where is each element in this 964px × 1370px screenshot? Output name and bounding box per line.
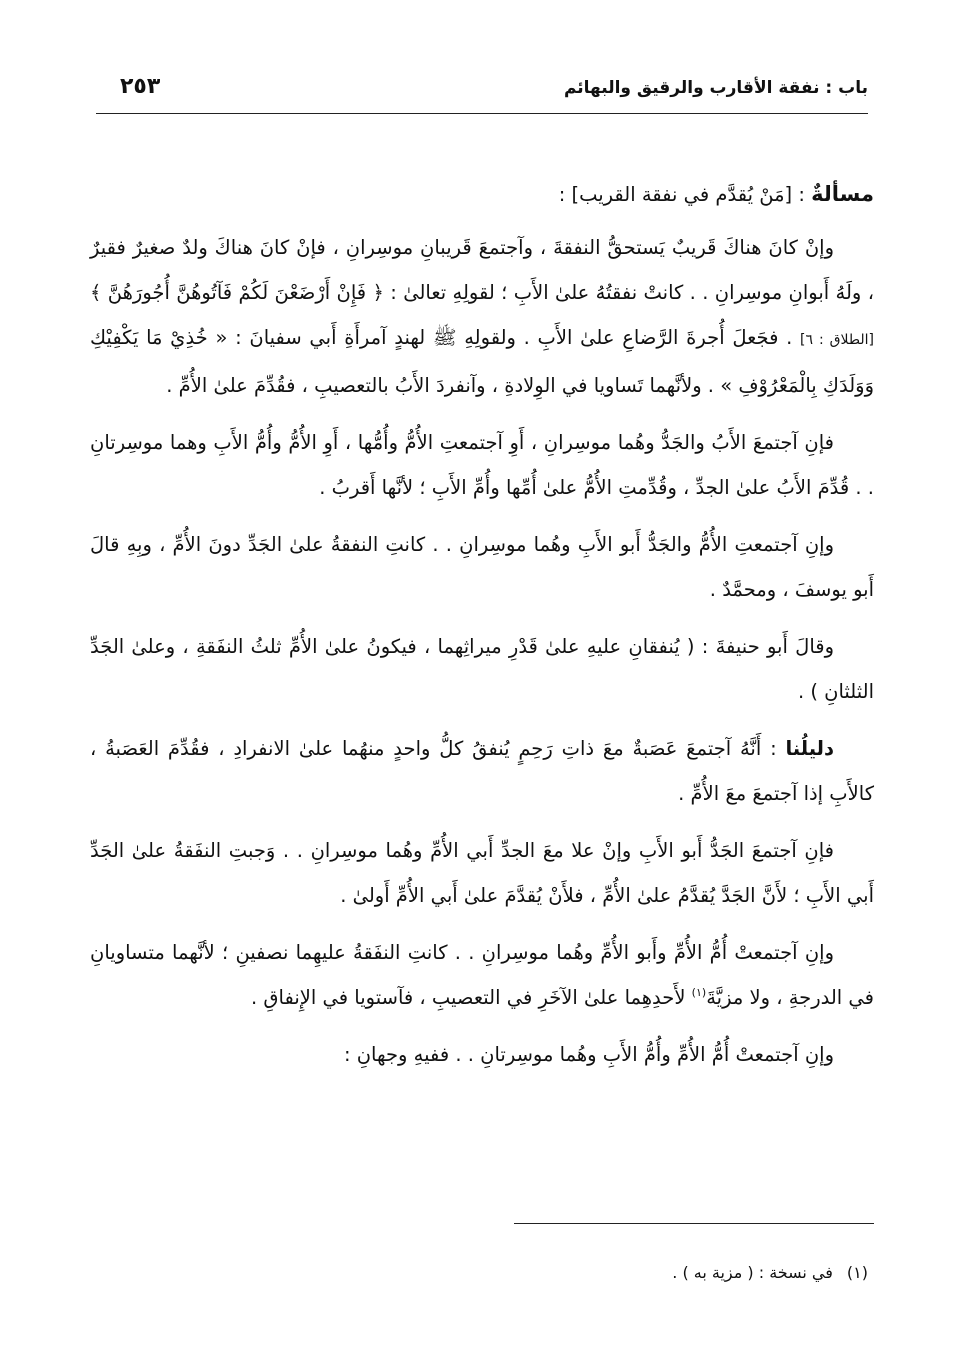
paragraph-7: [90, 930, 874, 1020]
paragraph-1-text-b: . فجَعلَ أُجرةَ الرَّضاعِ علىٰ الأَبِ . ولقولِهِ ﷺ لهندٍ آمرأَةِ أَبي سفيانَ : « خُذِيْ مَا يَكْفِيْكِ وَوَلَدَكِ بِالْمَعْرُوْفِ » . ولأنَّهما تَساويا في الوِلادةِ ، وآنفردَ الأَبُ بالتعصيبِ ، فقُدِّمَ علىٰ الأُمِّ .: [90, 326, 874, 397]
paragraph-7-text-a: وإنِ آجتمعتْ أُمُّ الأُمِّ وأَبو الأُمِّ وهُما موسِرانِ . . كانتِ النفَقةُ عليهِما نصفينِ ؛ لأنَّهما متساويانِ في الدرجةِ ، ولا مزيَّةَ: [90, 941, 874, 1009]
footnote-divider: [514, 1223, 874, 1224]
paragraph-1-text-a: وإنْ كانَ هناكَ قَريبٌ يَستحقُّ النفقةَ ، وآجتمعَ قَريبانِ موسِرانِ ، فإنْ كانَ هناكَ ولدٌ صغيرٌ فقيرٌ ، ولَهُ أَبوانِ موسِرانِ . . كانتْ نفقتُهُ علىٰ الأَبِ ؛ لقولِهِ تعالىٰ :: [90, 236, 874, 304]
footnote-marker[interactable]: (١): [691, 986, 707, 999]
header-divider: [96, 113, 868, 114]
paragraph-8: وإنِ آجتمعتْ أُمُّ الأُمِّ وأُمُّ الأَبِ وهُما موسِرتانِ . . ففيهِ وجهانِ :: [343, 1043, 834, 1066]
paragraph-1: [90, 225, 874, 408]
question-label: مسألةٌ: [811, 182, 874, 206]
paragraph-7-text-b: لأَحدِهِما علىٰ الآخَرِ في التعصيبِ ، فآستويا في الإِنفاقِ .: [251, 986, 692, 1009]
question-topic: [مَنْ يُقدَّم في نفقة القريب] :: [558, 183, 793, 206]
footnote: [672, 1263, 868, 1282]
footnote-number: (١): [846, 1263, 868, 1282]
paragraph-3: وإنِ آجتمعتِ الأُمُّ والجَدُّ أَبو الأَبِ وهُما موسِرانِ . . كانتِ النفقةُ علىٰ الجَدِّ دونَ الأُمِّ ، وبِهِ قالَ أَبو يوسفَ ، ومحمَّدٌ .: [90, 533, 874, 601]
question-heading: [90, 172, 874, 217]
paragraph-2: فإنِ آجتمعَ الأَبُ والجَدُّ وهُما موسِرانِ ، أَوِ آجتمعتِ الأُمُّ وأُمُّها ، أَوِ الأُمُّ وأُمُّ الأَبِ وهما موسِرتانِ . . قُدِّمَ الأَبُ علىٰ الجدِّ ، وقُدِّمتِ الأُمُّ علىٰ أُمِّها وأُمِّ الأَبِ ؛ لأنَّها أَقربُ .: [90, 431, 874, 499]
page-number: ٢٥٣: [120, 74, 161, 99]
question-colon: :: [792, 183, 812, 206]
paragraph-6: فإنِ آجتمعَ الجَدُّ أَبو الأَبِ وإنْ علا معَ الجدِّ أَبي الأُمِّ وهُما موسِرانِ . . وَجبتِ النفَقةُ علىٰ الجَدِّ أَبي الأَبِ ؛ لأَنَّ الجَدَّ يُقدَّمُ علىٰ الأُمِّ ، فلأَنْ يُقدَّمَ علىٰ أَبي الأُمِّ أَولىٰ .: [90, 839, 874, 907]
quran-reference: [الطلاق : ٦]: [800, 332, 874, 348]
page-header: [96, 70, 868, 110]
footnote-text: في نسخة : ( مزية به ) .: [672, 1263, 833, 1282]
paragraph-4: وقالَ أَبو حنيفةَ : ( يُنفقانِ عليهِ علىٰ قَدْرِ ميراثِهما ، فيكونُ علىٰ الأُمِّ ثلثُ النفَقةِ ، وعلىٰ الجَدِّ الثلثانِ ) .: [90, 635, 874, 703]
paragraph-5: [90, 726, 874, 816]
paragraph-5-text: : أَنَّهُ آجتمعَ عَصَبةٌ معَ ذاتِ رَحِمٍ يُنفقُ كلُّ واحدٍ منهُما علىٰ الانفرادِ ، فقُدِّمَ العَصَبةُ ، كالأَبِ إذا آجتمعَ معَ الأُمِّ .: [90, 737, 874, 805]
chapter-title: باب : نفقة الأقارب والرقيق والبهائم: [563, 78, 868, 98]
main-text: [90, 172, 874, 1089]
quran-verse: ﴿ فَإِنْ أَرْضَعْنَ لَكُمْ فَآتُوهُنَّ أُجُورَهُنَّ ﴾: [90, 281, 384, 304]
evidence-label: دليلُنا: [785, 737, 834, 760]
